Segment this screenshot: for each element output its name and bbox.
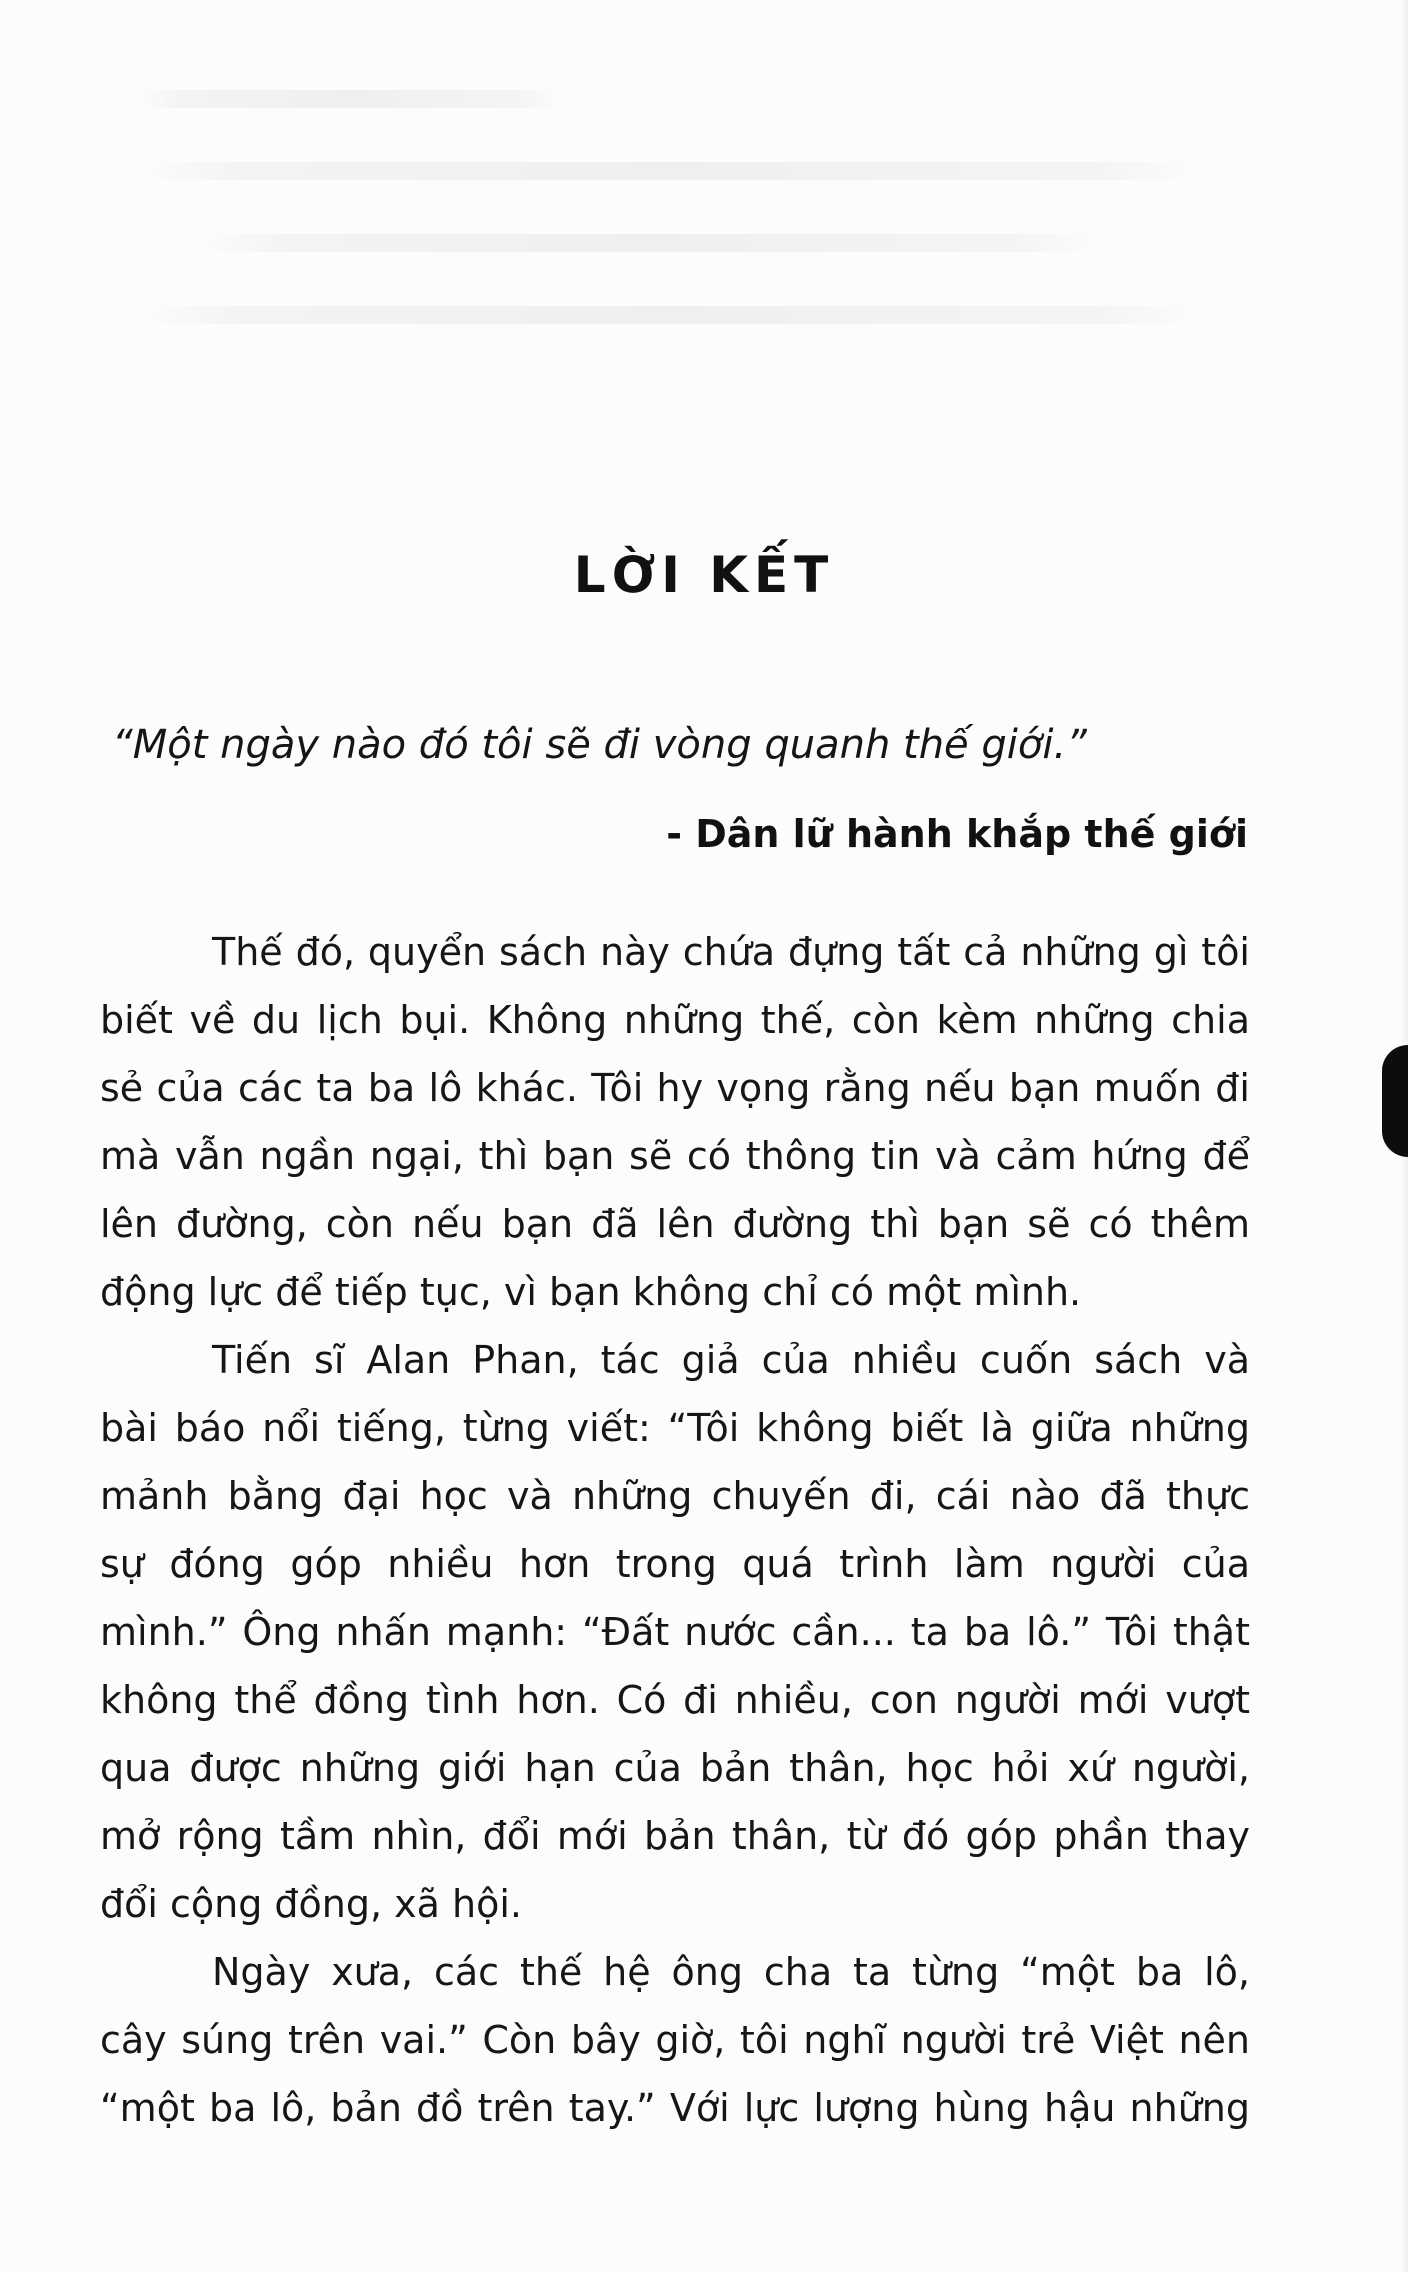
body-text (100, 918, 1250, 2142)
text-line: lên đường, còn nếu bạn đã lên đường thì bạn sẽ có thêm (100, 1202, 1250, 1246)
epigraph-attribution: - Dân lữ hành khắp thế giới (666, 812, 1248, 856)
text-line: sự đóng góp nhiều hơn trong quá trình làm người của (100, 1542, 1250, 1586)
page-edge-shadow (1400, 0, 1408, 2272)
epigraph-quote: “Một ngày nào đó tôi sẽ đi vòng quanh thế giới.” (112, 722, 1087, 768)
text-line: Ngày xưa, các thế hệ ông cha ta từng “một ba lô, (212, 1950, 1250, 1994)
text-line: Thế đó, quyển sách này chứa đựng tất cả những gì tôi (212, 930, 1250, 974)
text-line: đổi cộng đồng, xã hội. (100, 1882, 522, 1926)
text-line: qua được những giới hạn của bản thân, học hỏi xứ người, (100, 1746, 1250, 1790)
text-line: “một ba lô, bản đồ trên tay.” Với lực lượng hùng hậu những (100, 2086, 1250, 2130)
text-line: động lực để tiếp tục, vì bạn không chỉ có một mình. (100, 1270, 1082, 1314)
show-through-text (140, 90, 1260, 430)
text-line: cây súng trên vai.” Còn bây giờ, tôi nghĩ người trẻ Việt nên (100, 2018, 1250, 2062)
text-line: mảnh bằng đại học và những chuyến đi, cái nào đã thực (100, 1474, 1250, 1518)
text-line: sẻ của các ta ba lô khác. Tôi hy vọng rằng nếu bạn muốn đi (100, 1066, 1250, 1110)
text-line: mình.” Ông nhấn mạnh: “Đất nước cần... ta ba lô.” Tôi thật (100, 1610, 1250, 1654)
text-line: Tiến sĩ Alan Phan, tác giả của nhiều cuốn sách và (212, 1338, 1250, 1382)
text-line: mở rộng tầm nhìn, đổi mới bản thân, từ đó góp phần thay (100, 1814, 1250, 1858)
chapter-title: LỜI KẾT (573, 545, 835, 604)
text-line: biết về du lịch bụi. Không những thế, còn kèm những chia (100, 998, 1250, 1042)
text-line: mà vẫn ngần ngại, thì bạn sẽ có thông tin và cảm hứng để (100, 1134, 1250, 1178)
text-line: không thể đồng tình hơn. Có đi nhiều, con người mới vượt (100, 1678, 1250, 1722)
text-line: bài báo nổi tiếng, từng viết: “Tôi không biết là giữa những (100, 1406, 1250, 1450)
